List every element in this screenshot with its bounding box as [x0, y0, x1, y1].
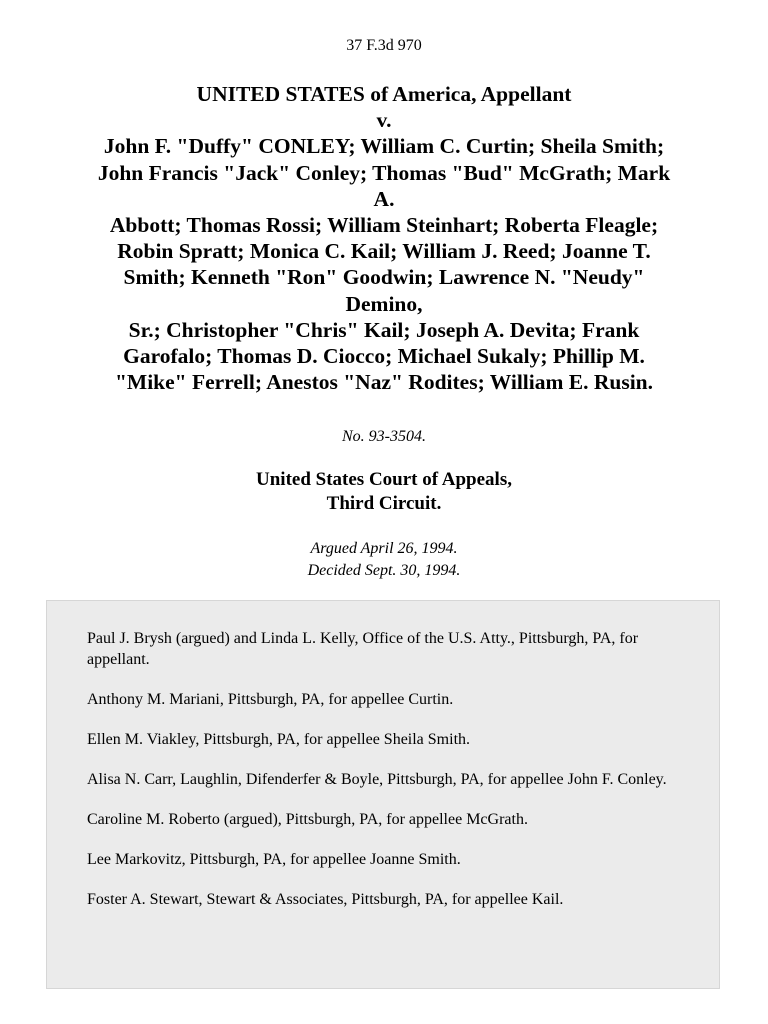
appellees-line: Garofalo; Thomas D. Ciocco; Michael Sukaly; Phillip M. [123, 344, 645, 369]
appellees-line: Abbott; Thomas Rossi; William Steinhart; Roberta Fleagle; [109, 213, 659, 238]
docket-number: No. 93-3504. [342, 428, 426, 445]
appellees-line: A. [373, 186, 395, 211]
court-circuit-line: Third Circuit. [326, 493, 442, 514]
case-citation: 37 F.3d 970 [346, 37, 422, 54]
court-name-line: United States Court of Appeals, [256, 469, 512, 490]
counsel-entry: Lee Markovitz, Pittsburgh, PA, for appellee Joanne Smith. [87, 851, 461, 868]
appellees-line: Smith; Kenneth "Ron" Goodwin; Lawrence N. "Neudy" [123, 265, 645, 290]
counsel-entry: Ellen M. Viakley, Pittsburgh, PA, for appellee Sheila Smith. [87, 731, 471, 748]
appellees-line: Robin Spratt; Monica C. Kail; William J. Reed; Joanne T. [117, 239, 651, 264]
appellees-line: Demino, [345, 291, 423, 316]
case-dates [0, 538, 768, 582]
counsel-entry: Paul J. Brysh (argued) and Linda L. Kelly, Office of the U.S. Atty., Pittsburgh, PA, for appellant. [87, 630, 639, 668]
counsel-list [87, 628, 687, 929]
appellees-line: John F. "Duffy" CONLEY; William C. Curtin; Sheila Smith; [103, 134, 665, 159]
versus-line: v. [376, 108, 392, 133]
counsel-entry: Foster A. Stewart, Stewart & Associates, Pittsburgh, PA, for appellee Kail. [87, 891, 564, 908]
case-caption [40, 81, 728, 395]
counsel-entry: Alisa N. Carr, Laughlin, Difenderfer & Boyle, Pittsburgh, PA, for appellee John F. Conley. [87, 771, 667, 788]
counsel-panel [46, 600, 720, 989]
appellees-line: John Francis "Jack" Conley; Thomas "Bud" McGrath; Mark [97, 160, 671, 185]
appellees-line: "Mike" Ferrell; Anestos "Naz" Rodites; William E. Rusin. [114, 370, 654, 395]
court-name [0, 468, 768, 516]
argued-date: Argued April 26, 1994. [310, 540, 458, 557]
counsel-entry: Anthony M. Mariani, Pittsburgh, PA, for appellee Curtin. [87, 691, 454, 708]
appellant-line: UNITED STATES of America, Appellant [196, 82, 572, 106]
decided-date: Decided Sept. 30, 1994. [307, 562, 461, 579]
appellees-line: Sr.; Christopher "Chris" Kail; Joseph A. Devita; Frank [128, 317, 640, 342]
counsel-entry: Caroline M. Roberto (argued), Pittsburgh, PA, for appellee McGrath. [87, 811, 528, 828]
